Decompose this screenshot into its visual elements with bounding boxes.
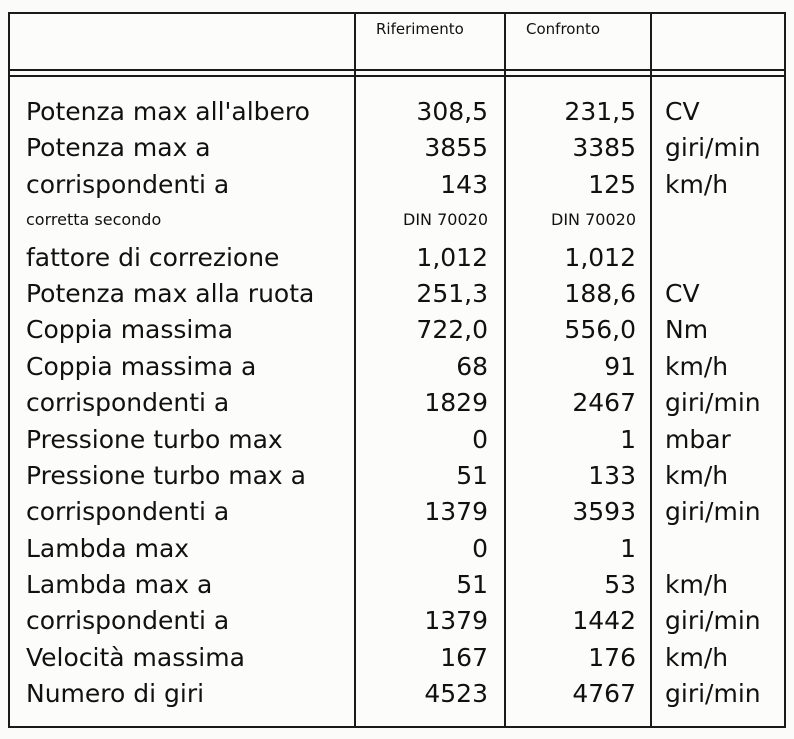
table-row (10, 458, 784, 494)
ref-value: DIN 70020 (403, 210, 488, 230)
unit: km/h (665, 460, 729, 490)
unit: giri/min (665, 497, 761, 527)
cmp-value: 188,6 (564, 278, 636, 308)
unit: km/h (665, 169, 729, 199)
unit: giri/min (665, 133, 761, 163)
header-double-rule (10, 69, 784, 71)
header-confronto: Confronto (526, 20, 601, 38)
unit: km/h (665, 570, 729, 600)
unit: km/h (665, 351, 729, 381)
row-label: Potenza max all'albero (26, 97, 310, 126)
table-row (10, 567, 784, 603)
ref-value: 68 (456, 351, 488, 381)
cmp-value: 53 (604, 570, 636, 600)
table-row (10, 385, 784, 421)
row-label: Pressione turbo max a (26, 460, 306, 490)
unit: Nm (665, 315, 709, 345)
table-row (10, 240, 784, 276)
cmp-value: 1 (620, 533, 636, 563)
table-row (10, 130, 784, 166)
table-row (10, 676, 784, 712)
ref-value: 51 (456, 460, 488, 490)
ref-value: 0 (472, 424, 488, 454)
ref-value: 1829 (424, 388, 488, 418)
ref-value: 4523 (424, 679, 488, 709)
row-label: Numero di giri (26, 679, 205, 709)
table-row (10, 203, 784, 239)
table-row (10, 494, 784, 530)
ref-value: 251,3 (416, 278, 488, 308)
cmp-value: 176 (588, 642, 636, 672)
unit: giri/min (665, 606, 761, 636)
table-row (10, 94, 784, 130)
row-label: corrispondenti a (26, 497, 230, 527)
table-row (10, 531, 784, 567)
row-label: fattore di correzione (26, 242, 280, 272)
ref-value: 51 (456, 570, 488, 600)
unit: giri/min (665, 388, 761, 418)
cmp-value: 231,5 (564, 97, 636, 126)
ref-value: 308,5 (416, 97, 488, 126)
row-label: Coppia massima (26, 315, 234, 345)
row-label: Pressione turbo max (26, 424, 283, 454)
table-row (10, 276, 784, 312)
table-row (10, 640, 784, 676)
row-label: Lambda max (26, 533, 190, 563)
table-row (10, 167, 784, 203)
cmp-value: 1 (620, 424, 636, 454)
row-label: corretta secondo (26, 210, 162, 230)
row-label: corrispondenti a (26, 606, 230, 636)
cmp-value: 3385 (572, 133, 636, 163)
row-label: Potenza max a (26, 133, 211, 163)
unit: CV (665, 278, 700, 308)
row-label: Potenza max alla ruota (26, 278, 315, 308)
ref-value: 167 (440, 642, 488, 672)
cmp-value: 1,012 (564, 242, 636, 272)
cmp-value: 133 (588, 460, 636, 490)
table-row (10, 422, 784, 458)
table-row (10, 603, 784, 639)
results-table (8, 12, 786, 728)
ref-value: 722,0 (416, 315, 488, 345)
row-label: Lambda max a (26, 570, 213, 600)
row-label: corrispondenti a (26, 169, 230, 199)
header-riferimento: Riferimento (376, 20, 464, 38)
ref-value: 1379 (424, 606, 488, 636)
row-label: Coppia massima a (26, 351, 257, 381)
header-double-rule-2 (10, 75, 784, 77)
cmp-value: 3593 (572, 497, 636, 527)
unit: mbar (665, 424, 731, 454)
table-body (10, 94, 784, 713)
row-label: corrispondenti a (26, 388, 230, 418)
ref-value: 1,012 (416, 242, 488, 272)
cmp-value: DIN 70020 (551, 210, 636, 230)
cmp-value: 556,0 (564, 315, 636, 345)
ref-value: 3855 (424, 133, 488, 163)
cmp-value: 4767 (572, 679, 636, 709)
cmp-value: 125 (588, 169, 636, 199)
ref-value: 1379 (424, 497, 488, 527)
ref-value: 0 (472, 533, 488, 563)
table-row (10, 349, 784, 385)
unit: CV (665, 97, 700, 126)
unit: km/h (665, 642, 729, 672)
cmp-value: 91 (604, 351, 636, 381)
row-label: Velocità massima (26, 642, 245, 672)
cmp-value: 1442 (572, 606, 636, 636)
ref-value: 143 (440, 169, 488, 199)
table-row (10, 312, 784, 348)
cmp-value: 2467 (572, 388, 636, 418)
unit: giri/min (665, 679, 761, 709)
